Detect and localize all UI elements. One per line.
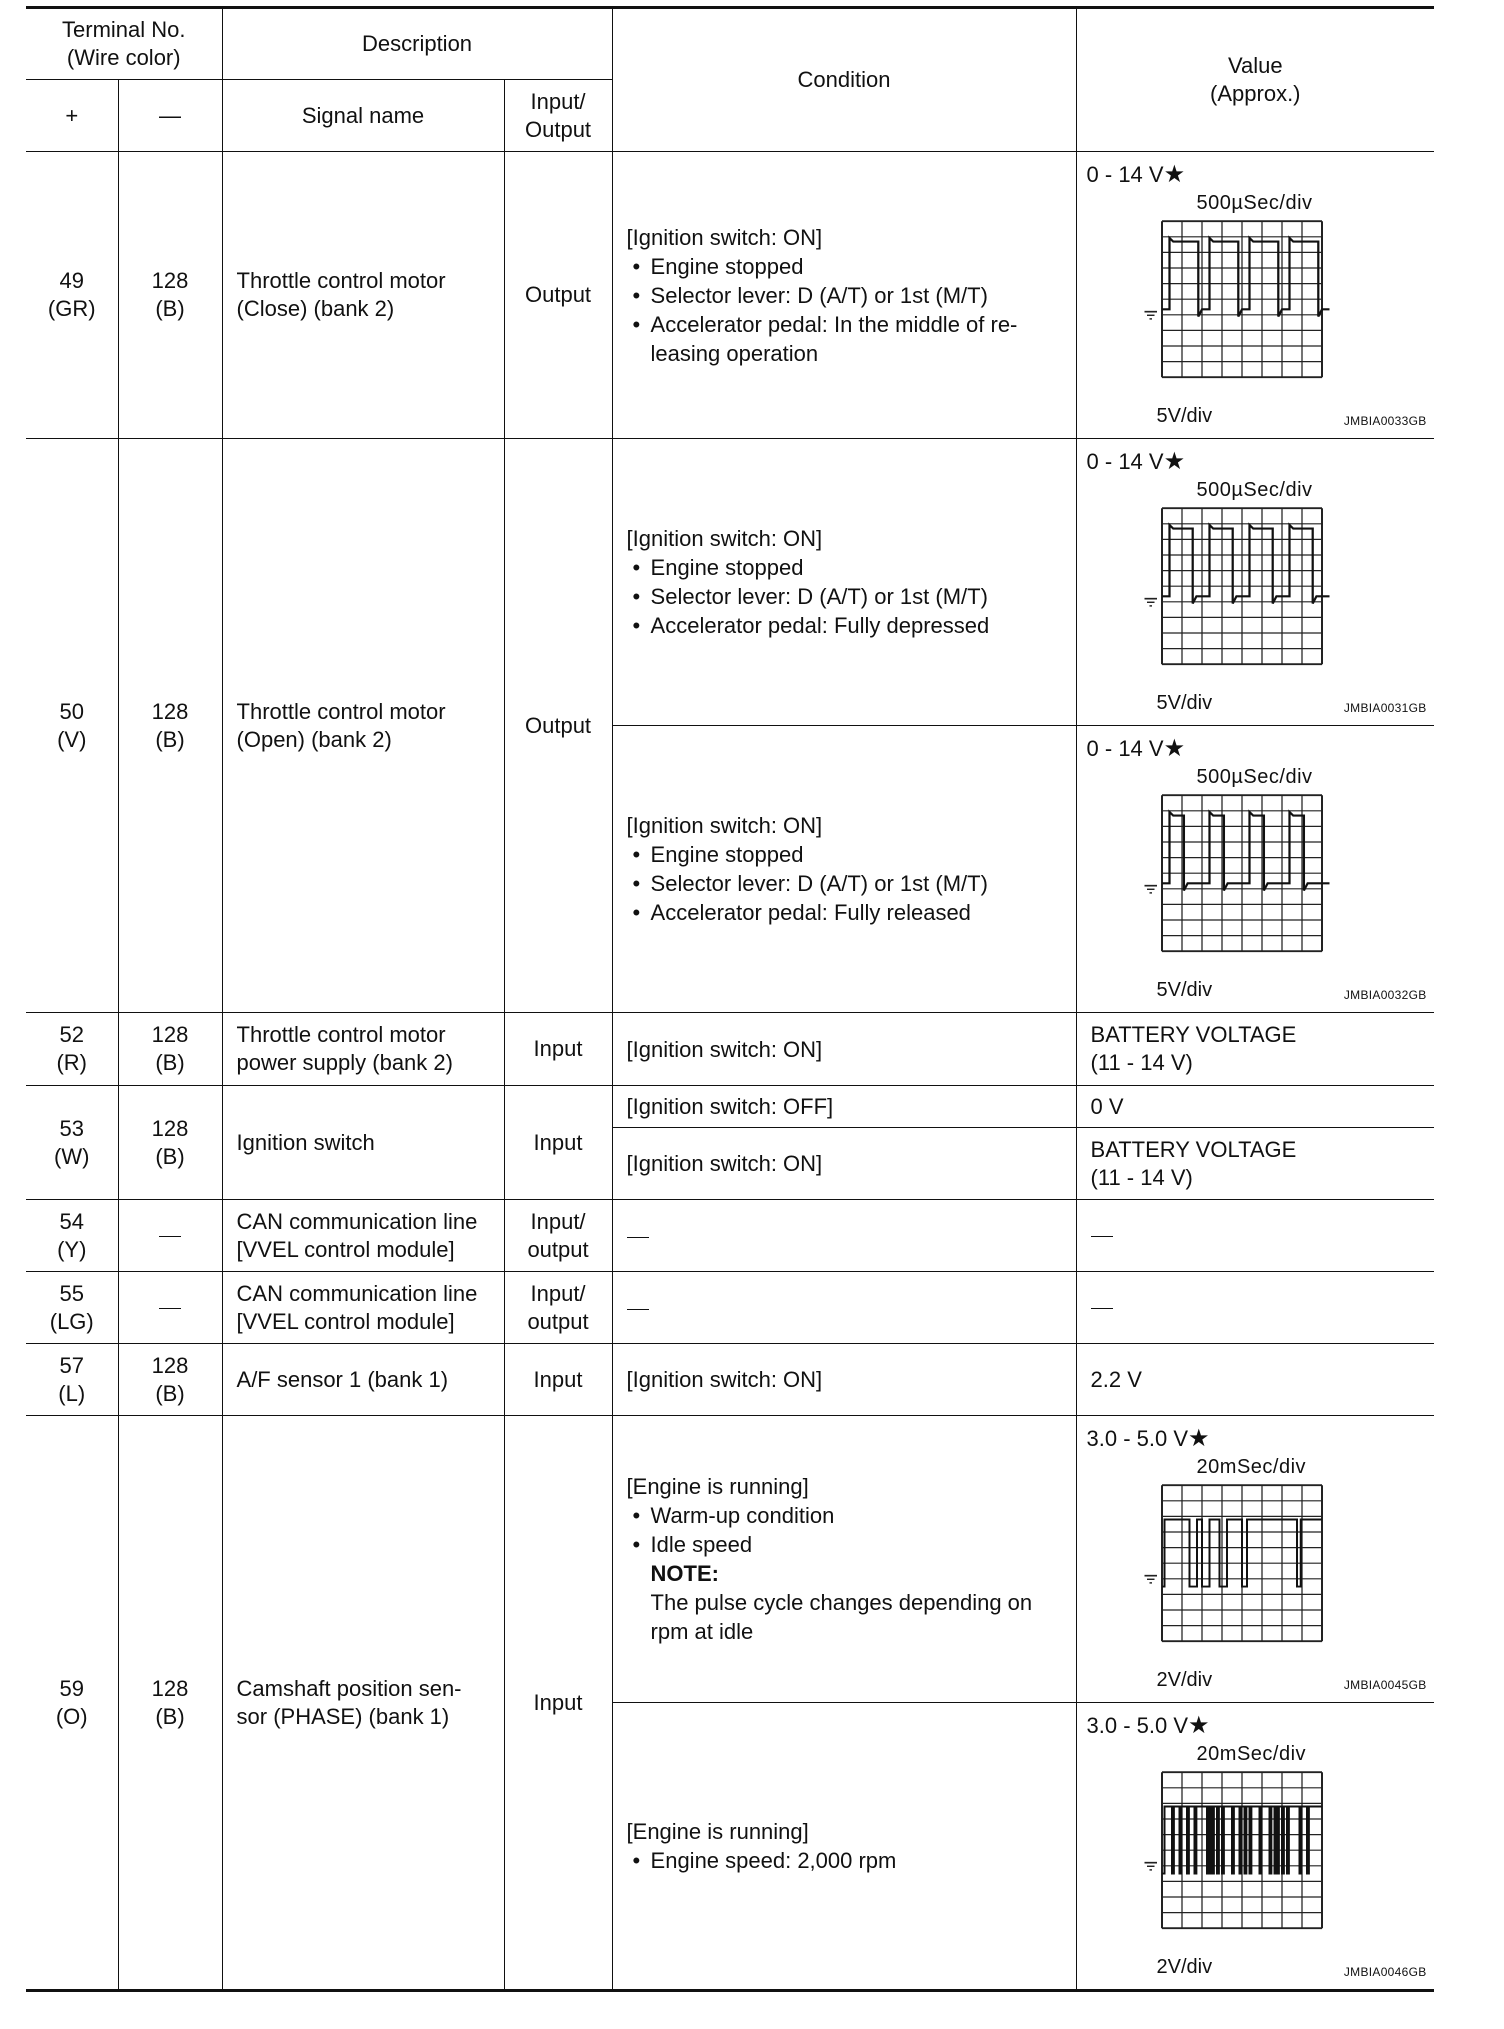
waveform-svg — [1087, 764, 1504, 1052]
terminal-plus: 57 (L) — [26, 1344, 118, 1416]
figure-id: JMBIA0045GB — [1343, 1678, 1427, 1692]
condition: [Ignition switch: ON] — [612, 1013, 1076, 1086]
volt-div: 2V/div — [1156, 1956, 1213, 1978]
terminal-minus: 128 (B) — [118, 439, 222, 1013]
condition-head: [Engine is running] — [626, 1819, 809, 1844]
signal-name: CAN communication line [VVEL control module] — [222, 1200, 504, 1272]
timebase: 500µSec/div — [1196, 766, 1313, 788]
condition — [612, 152, 1076, 439]
signal-name: Throttle control motor power supply (bank 2) — [222, 1013, 504, 1086]
table-row — [26, 1344, 1434, 1416]
scope-grid — [1162, 795, 1322, 951]
io: Input — [504, 1086, 612, 1200]
terminal-plus: 53 (W) — [26, 1086, 118, 1200]
condition — [612, 1200, 1076, 1272]
header-plus: + — [26, 80, 118, 152]
timebase: 500µSec/div — [1196, 479, 1313, 501]
oscilloscope — [1087, 1454, 1427, 1694]
terminal-minus: 128 (B) — [118, 1416, 222, 1991]
value-text: 2.2 V — [1076, 1344, 1434, 1416]
condition-list — [627, 252, 1070, 368]
value-text: 0 - 14 V — [1086, 162, 1164, 187]
io: Output — [504, 152, 612, 439]
terminal-minus — [118, 1200, 222, 1272]
header-value: Value (Approx.) — [1076, 8, 1434, 152]
dash — [627, 1237, 649, 1238]
condition-list — [627, 840, 1070, 927]
signal-name: A/F sensor 1 (bank 1) — [222, 1344, 504, 1416]
condition — [612, 1703, 1076, 1991]
table-row — [26, 439, 1434, 726]
condition-item: • Accelerator pedal: In the middle of re- leasing operation — [627, 310, 1070, 368]
note — [627, 1559, 1070, 1646]
ground-icon — [1144, 599, 1157, 606]
value-text: 0 - 14 V — [1086, 449, 1164, 474]
io: Input/ output — [504, 1272, 612, 1344]
value-text — [1076, 1200, 1434, 1272]
value-text: BATTERY VOLTAGE (11 - 14 V) — [1076, 1013, 1434, 1086]
table-row — [26, 1086, 1434, 1128]
value-waveform — [1076, 1703, 1434, 1991]
volt-div: 5V/div — [1156, 692, 1213, 714]
condition-item: • Engine speed: 2,000 rpm — [627, 1846, 1070, 1875]
dash — [159, 1236, 181, 1237]
condition-item: • Accelerator pedal: Fully released — [627, 898, 1070, 927]
condition-head: [Engine is running] — [626, 1474, 809, 1499]
figure-id: JMBIA0031GB — [1343, 701, 1427, 715]
waveform-svg — [1087, 190, 1504, 478]
oscilloscope — [1087, 190, 1427, 430]
dash — [1091, 1236, 1113, 1237]
value-text — [1076, 1272, 1434, 1344]
terminal-plus: 59 (O) — [26, 1416, 118, 1991]
waveform-trace — [1162, 525, 1330, 603]
condition — [612, 726, 1076, 1013]
timebase: 20mSec/div — [1196, 1743, 1307, 1765]
star-icon: ★ — [1163, 735, 1186, 762]
condition: [Ignition switch: ON] — [612, 1128, 1076, 1200]
condition-item: • Idle speed — [627, 1530, 1070, 1559]
volt-div: 5V/div — [1156, 405, 1213, 427]
value-waveform — [1076, 152, 1434, 439]
condition-item: • Engine stopped — [627, 252, 1070, 281]
star-icon: ★ — [1188, 1425, 1210, 1452]
scope-grid — [1162, 508, 1322, 664]
signal-name: Throttle control motor (Close) (bank 2) — [222, 152, 504, 439]
star-icon: ★ — [1163, 161, 1186, 188]
condition-item: • Warm-up condition — [627, 1501, 1070, 1530]
value-waveform — [1076, 726, 1434, 1013]
timebase: 500µSec/div — [1196, 192, 1313, 214]
condition-item: • Selector lever: D (A/T) or 1st (M/T) — [627, 582, 1070, 611]
condition-list — [627, 1846, 1070, 1875]
dash — [627, 1309, 649, 1310]
figure-id: JMBIA0032GB — [1343, 988, 1427, 1002]
value-waveform — [1076, 1416, 1434, 1703]
volt-div: 2V/div — [1156, 1669, 1213, 1691]
oscilloscope — [1087, 1741, 1427, 1981]
signal-name: Ignition switch — [222, 1086, 504, 1200]
note-text: The pulse cycle changes depending on rpm at idle — [650, 1590, 1033, 1644]
terminal-minus — [118, 1272, 222, 1344]
value-waveform — [1076, 439, 1434, 726]
table-row — [26, 1272, 1434, 1344]
value-text: BATTERY VOLTAGE (11 - 14 V) — [1076, 1128, 1434, 1200]
terminal-plus: 55 (LG) — [26, 1272, 118, 1344]
star-icon: ★ — [1188, 1712, 1210, 1739]
header-row-1 — [26, 8, 1434, 80]
terminal-plus: 52 (R) — [26, 1013, 118, 1086]
signal-name: CAN communication line [VVEL control module] — [222, 1272, 504, 1344]
ground-icon — [1144, 1576, 1157, 1583]
condition: [Ignition switch: OFF] — [612, 1086, 1076, 1128]
waveform-trace — [1162, 238, 1330, 316]
dash — [159, 1308, 181, 1309]
figure-id: JMBIA0046GB — [1343, 1965, 1427, 1979]
condition-item: • Selector lever: D (A/T) or 1st (M/T) — [627, 869, 1070, 898]
condition-head: [Ignition switch: ON] — [626, 526, 823, 551]
condition-item: • Accelerator pedal: Fully depressed — [627, 611, 1070, 640]
header-terminal: Terminal No. (Wire color) — [26, 8, 222, 80]
oscilloscope — [1087, 764, 1427, 1004]
condition — [612, 439, 1076, 726]
ground-icon — [1144, 886, 1157, 893]
timebase: 20mSec/div — [1196, 1456, 1307, 1478]
waveform-svg — [1087, 1454, 1504, 1742]
io: Output — [504, 439, 612, 1013]
table-row — [26, 1200, 1434, 1272]
io: Input/ output — [504, 1200, 612, 1272]
ground-icon — [1144, 312, 1157, 319]
ground-icon — [1144, 1863, 1157, 1870]
dash — [1091, 1308, 1113, 1309]
condition-item: • Engine stopped — [627, 553, 1070, 582]
terminal-plus: 50 (V) — [26, 439, 118, 1013]
header-io: Input/ Output — [504, 80, 612, 152]
condition-item: • Selector lever: D (A/T) or 1st (M/T) — [627, 281, 1070, 310]
header-minus: — — [118, 80, 222, 152]
note-label: NOTE: — [650, 1561, 719, 1586]
star-icon: ★ — [1163, 448, 1186, 475]
value-text: 3.0 - 5.0 V — [1086, 1426, 1189, 1451]
terminal-minus: 128 (B) — [118, 1344, 222, 1416]
header-description: Description — [222, 8, 612, 80]
terminal-plus: 54 (Y) — [26, 1200, 118, 1272]
condition — [612, 1272, 1076, 1344]
terminal-minus: 128 (B) — [118, 1086, 222, 1200]
table-row — [26, 1416, 1434, 1703]
waveform-svg — [1087, 477, 1504, 765]
terminal-minus: 128 (B) — [118, 1013, 222, 1086]
waveform-trace — [1162, 1520, 1322, 1587]
signal-name: Throttle control motor (Open) (bank 2) — [222, 439, 504, 1013]
condition-item: • Engine stopped — [627, 840, 1070, 869]
waveform-trace — [1162, 812, 1330, 890]
io: Input — [504, 1416, 612, 1991]
value-text: 0 - 14 V — [1086, 736, 1164, 761]
terminal-plus: 49 (GR) — [26, 152, 118, 439]
io: Input — [504, 1344, 612, 1416]
condition: [Ignition switch: ON] — [612, 1344, 1076, 1416]
io: Input — [504, 1013, 612, 1086]
header-condition: Condition — [612, 8, 1076, 152]
signal-name: Camshaft position sen- sor (PHASE) (bank 1) — [222, 1416, 504, 1991]
volt-div: 5V/div — [1156, 979, 1213, 1001]
header-signal-name: Signal name — [222, 80, 504, 152]
terminal-table — [26, 6, 1434, 1992]
value-text: 3.0 - 5.0 V — [1086, 1713, 1189, 1738]
waveform-trace — [1162, 1807, 1322, 1874]
condition-list — [627, 1501, 1070, 1559]
condition — [612, 1416, 1076, 1703]
figure-id: JMBIA0033GB — [1343, 414, 1427, 428]
value-text: 0 V — [1076, 1086, 1434, 1128]
waveform-svg — [1087, 1741, 1504, 2029]
condition-head: [Ignition switch: ON] — [626, 813, 823, 838]
terminal-minus: 128 (B) — [118, 152, 222, 439]
scope-grid — [1162, 221, 1322, 377]
oscilloscope — [1087, 477, 1427, 717]
table-row — [26, 152, 1434, 439]
condition-list — [627, 553, 1070, 640]
condition-head: [Ignition switch: ON] — [626, 224, 823, 250]
